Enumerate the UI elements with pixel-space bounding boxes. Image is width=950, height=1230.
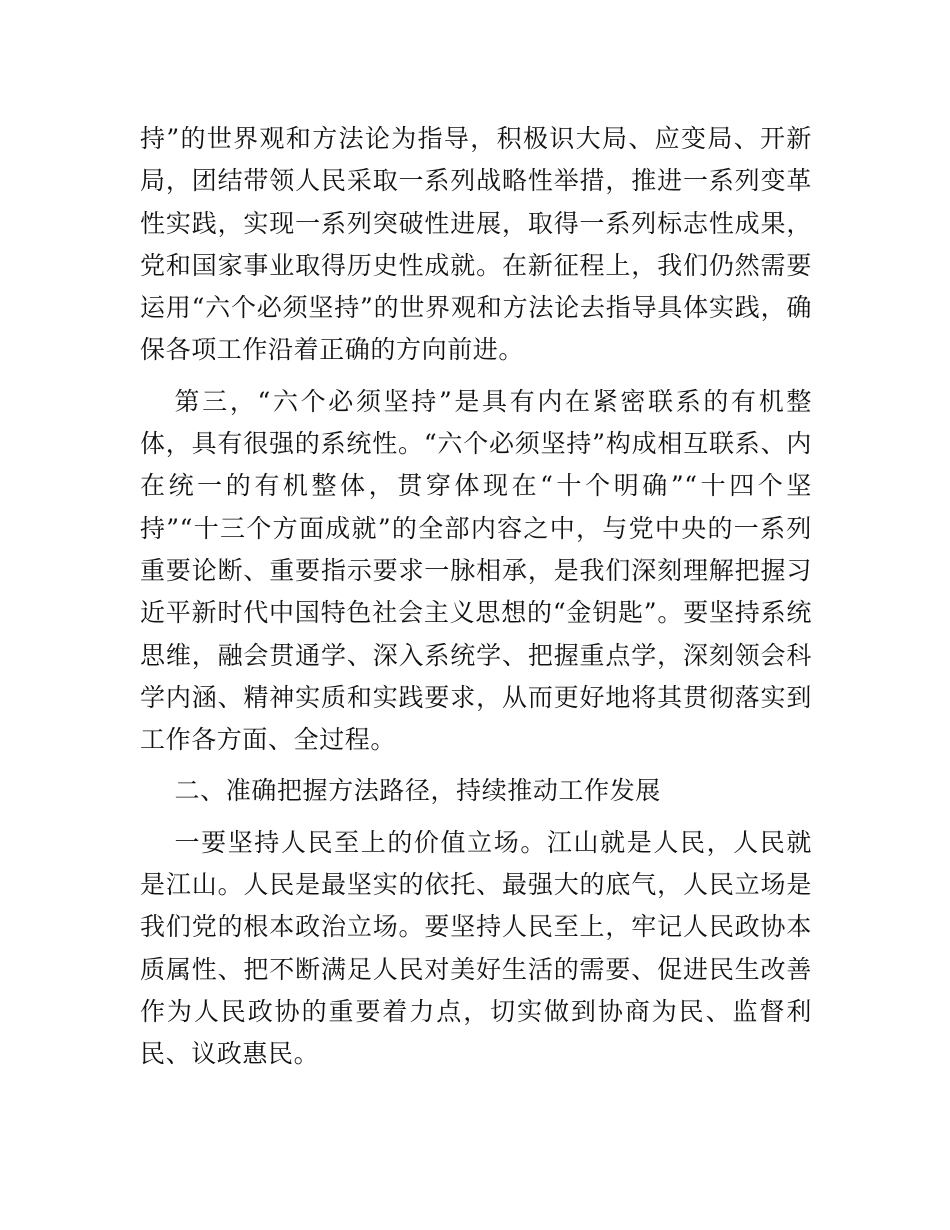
paragraph-continuation: 持”的世界观和方法论为指导，积极识大局、应变局、开新局，团结带领人民采取一系列战略性举措，推进一系列变革性实践，实现一系列突破性进展，取得一系列标志性成果，党和国家事业取得历史性成就。在新征程上，我们仍然需要运用“六个必须坚持”的世界观和方法论去指导具体实践，确保各项工作沿着正确的方向前进。 — [140, 124, 812, 365]
paragraph-people-first: 一要坚持人民至上的价值立场。江山就是人民，人民就是江山。人民是最坚实的依托、最强大的底气，人民立场是我们党的根本政治立场。要坚持人民至上，牢记人民政协本质属性、把不断满足人民对美好生活的需要、促进民生改善作为人民政协的重要着力点，切实做到协商为民、监督利民、议政惠民。 — [140, 827, 812, 1069]
document-body — [140, 118, 812, 1085]
section-heading: 二、准确把握方法路径，持续推动工作发展 — [174, 776, 661, 806]
paragraph-third-point: 第三，“六个必须坚持”是具有内在紧密联系的有机整体，具有很强的系统性。“六个必须坚持”构成相互联系、内在统一的有机整体，贯穿体现在“十个明确”“十四个坚持”“十三个方面成就”的全部内容之中，与党中央的一系列重要论断、重要指示要求一脉相承，是我们深刻理解把握习近平新时代中国特色社会主义思想的“金钥匙”。要坚持系统思维，融会贯通学、深入系统学、把握重点学，深刻领会科学内涵、精神实质和实践要求，从而更好地将其贯彻落实到工作各方面、全过程。 — [140, 386, 812, 755]
